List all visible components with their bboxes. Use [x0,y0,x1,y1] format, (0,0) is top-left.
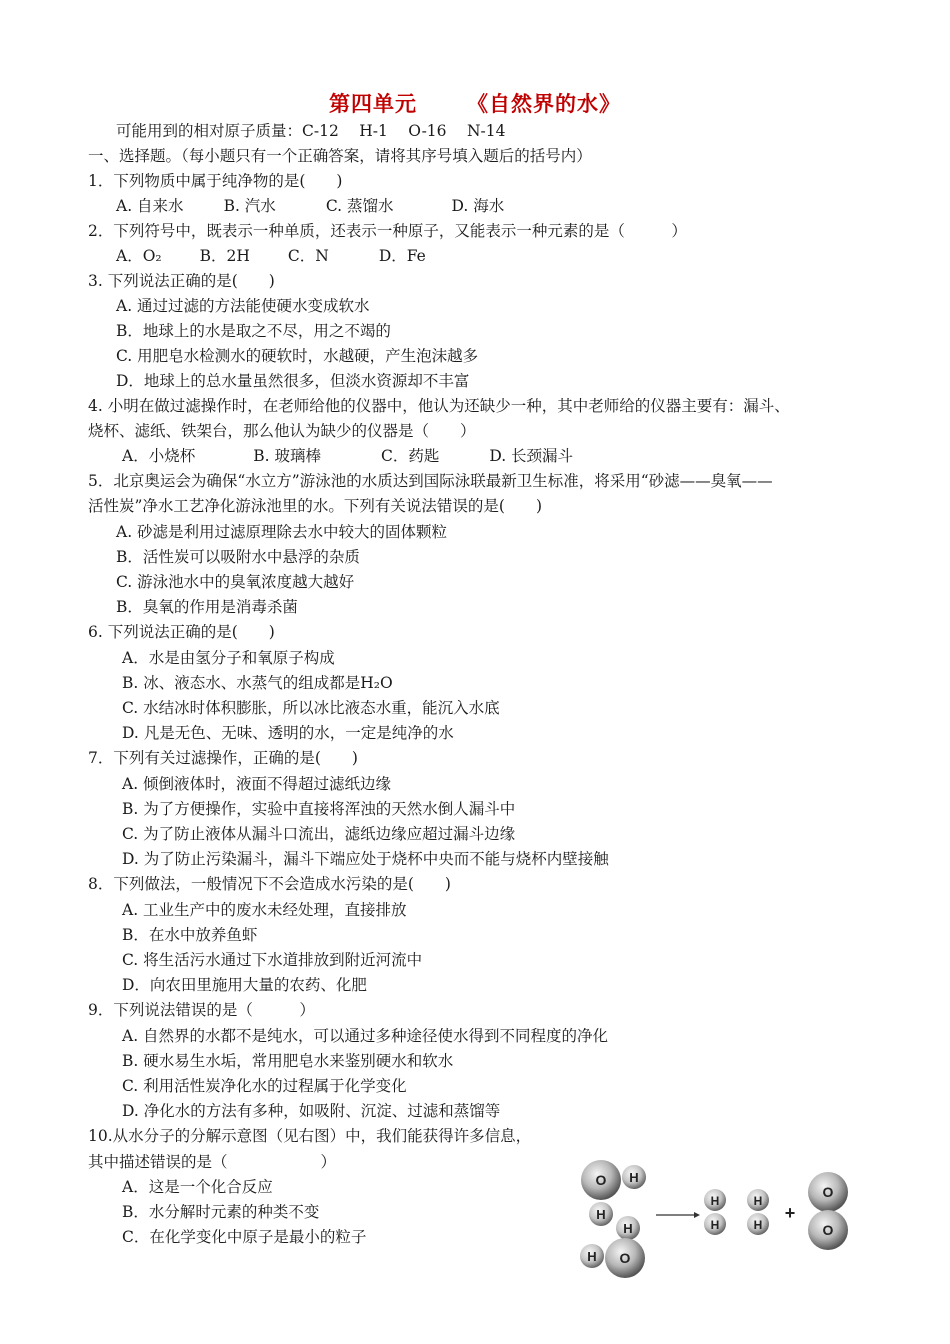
question-8-stem: 8．下列做法，一般情况下不会造成水污染的是( ) [88,875,451,893]
question-10-stem-line1: 10.从水分子的分解示意图（见右图）中，我们能获得许多信息， [88,1127,532,1145]
question-7-stem: 7．下列有关过滤操作，正确的是( ) [88,749,358,767]
question-8-option-c: C. 将生活污水通过下水道排放到附近河流中 [122,951,423,969]
atom-label: O [619,1250,631,1266]
question-6-stem: 6. 下列说法正确的是( ) [88,623,275,641]
reaction-arrow [656,1212,700,1218]
question-3-option-c: C. 用肥皂水检测水的硬软时，水越硬，产生泡沫越多 [116,347,479,365]
water-decomposition-diagram [572,1158,872,1284]
page-title [0,88,950,118]
question-4-stem-line2: 烧杯、滤纸、铁架台，那么他认为缺少的仪器是（ ） [88,422,476,440]
hydrogen-molecule-2 [747,1189,769,1235]
atom-label: H [753,1194,763,1208]
oxygen-molecule [808,1172,848,1250]
water-molecule-1 [581,1160,646,1226]
question-5-option-b: B．活性炭可以吸附水中悬浮的杂质 [116,548,360,566]
question-3-option-d: D．地球上的总水量虽然很多，但淡水资源却不丰富 [116,372,470,390]
question-5-option-d: B．臭氧的作用是消毒杀菌 [116,598,298,616]
atomic-mass-note: 可能用到的相对原子质量：C-12 H-1 O-16 N-14 [116,122,506,140]
option-c: C. 蒸馏水 [325,197,394,215]
option-c: C．药匙 [380,447,440,465]
option-b: B．2H [199,247,250,265]
question-2-stem: 2．下列符号中，既表示一种单质，还表示一种原子，又能表示一种元素的是（ ） [88,222,687,240]
option-a: A. 自来水 [116,197,184,215]
question-10-option-a: A．这是一个化合反应 [122,1178,273,1196]
question-9-option-b: B. 硬水易生水垢，常用肥皂水来鉴别硬水和软水 [122,1052,454,1070]
water-molecule-2 [580,1216,645,1278]
option-c: C．N [287,247,329,265]
question-10-stem-line2: 其中描述错误的是（ ） [88,1153,337,1171]
question-1-stem: 1．下列物质中属于纯净物的是( ) [88,172,343,190]
title-topic: 《自然界的水》 [467,92,621,116]
question-7-option-b: B. 为了方便操作，实验中直接将浑浊的天然水倒人漏斗中 [122,800,516,818]
atom-label: H [587,1249,597,1264]
question-7-option-d: D. 为了防止污染漏斗，漏斗下端应处于烧杯中央而不能与烧杯内壁接触 [122,850,609,868]
question-5-stem-line1: 5．北京奥运会为确保“水立方”游泳池的水质达到国际泳联最新卫生标准，将采用“砂滤——臭氧—— [88,472,773,490]
question-9-option-a: A. 自然界的水都不是纯水，可以通过多种途径使水得到不同程度的净化 [122,1027,609,1045]
option-a: A．小烧杯 [122,447,196,465]
atom-label: H [623,1221,633,1236]
option-b: B. 玻璃棒 [253,447,321,465]
option-d: D. 海水 [451,197,505,215]
question-3-option-a: A. 通过过滤的方法能使硬水变成软水 [116,297,370,315]
atom-label: H [710,1194,720,1208]
atom-label: H [629,1170,639,1185]
section-heading: 一、选择题。（每小题只有一个正确答案，请将其序号填入题后的括号内） [88,147,592,165]
question-10-option-b: B．水分解时元素的种类不变 [122,1203,320,1221]
question-9-option-c: C. 利用活性炭净化水的过程属于化学变化 [122,1077,407,1095]
question-5-stem-line2: 活性炭”净水工艺净化游泳池里的水。下列有关说法错误的是( ) [88,497,543,515]
atom-label: H [596,1207,606,1222]
atom-label: O [822,1184,834,1200]
question-9-stem: 9．下列说法错误的是（ ） [88,1001,315,1019]
question-7-option-c: C. 为了防止液体从漏斗口流出，滤纸边缘应超过漏斗边缘 [122,825,516,843]
option-b: B. 汽水 [223,197,276,215]
question-5-option-a: A. 砂滤是利用过滤原理除去水中较大的固体颗粒 [116,523,448,541]
question-3-stem: 3. 下列说法正确的是( ) [88,272,275,290]
question-8-option-a: A. 工业生产中的废水未经处理，直接排放 [122,901,407,919]
title-unit: 第四单元 [329,92,417,116]
atom-label: H [753,1218,763,1232]
question-8-option-d: D．向农田里施用大量的农药、化肥 [122,976,367,994]
question-4-options [122,446,573,466]
option-a: A．O₂ [116,247,162,265]
question-1-options [116,196,504,216]
hydrogen-molecule-1 [704,1189,726,1235]
question-6-option-b: B. 冰、液态水、水蒸气的组成都是H₂O [122,674,393,692]
question-8-option-b: B．在水中放养鱼虾 [122,926,258,944]
question-2-options [116,246,426,266]
plus-sign: + [784,1203,796,1223]
atom-label: O [595,1172,607,1188]
question-7-option-a: A. 倾倒液体时，液面不得超过滤纸边缘 [122,775,392,793]
question-10-option-c: C．在化学变化中原子是最小的粒子 [122,1228,367,1246]
atom-label: O [822,1222,834,1238]
question-6-option-a: A．水是由氢分子和氧原子构成 [122,649,335,667]
option-d: D．Fe [378,247,426,265]
question-9-option-d: D. 净化水的方法有多种，如吸附、沉淀、过滤和蒸馏等 [122,1102,501,1120]
question-6-option-c: C. 水结冰时体积膨胀，所以冰比液态水重，能沉入水底 [122,699,500,717]
option-d: D. 长颈漏斗 [489,447,574,465]
question-6-option-d: D. 凡是无色、无味、透明的水，一定是纯净的水 [122,724,454,742]
question-5-option-c: C. 游泳池水中的臭氧浓度越大越好 [116,573,355,591]
question-4-stem-line1: 4. 小明在做过滤操作时，在老师给他的仪器中，他认为还缺少一种，其中老师给的仪器主要有：漏斗、 [88,397,790,415]
atom-label: H [710,1218,720,1232]
question-3-option-b: B．地球上的水是取之不尽，用之不竭的 [116,322,391,340]
